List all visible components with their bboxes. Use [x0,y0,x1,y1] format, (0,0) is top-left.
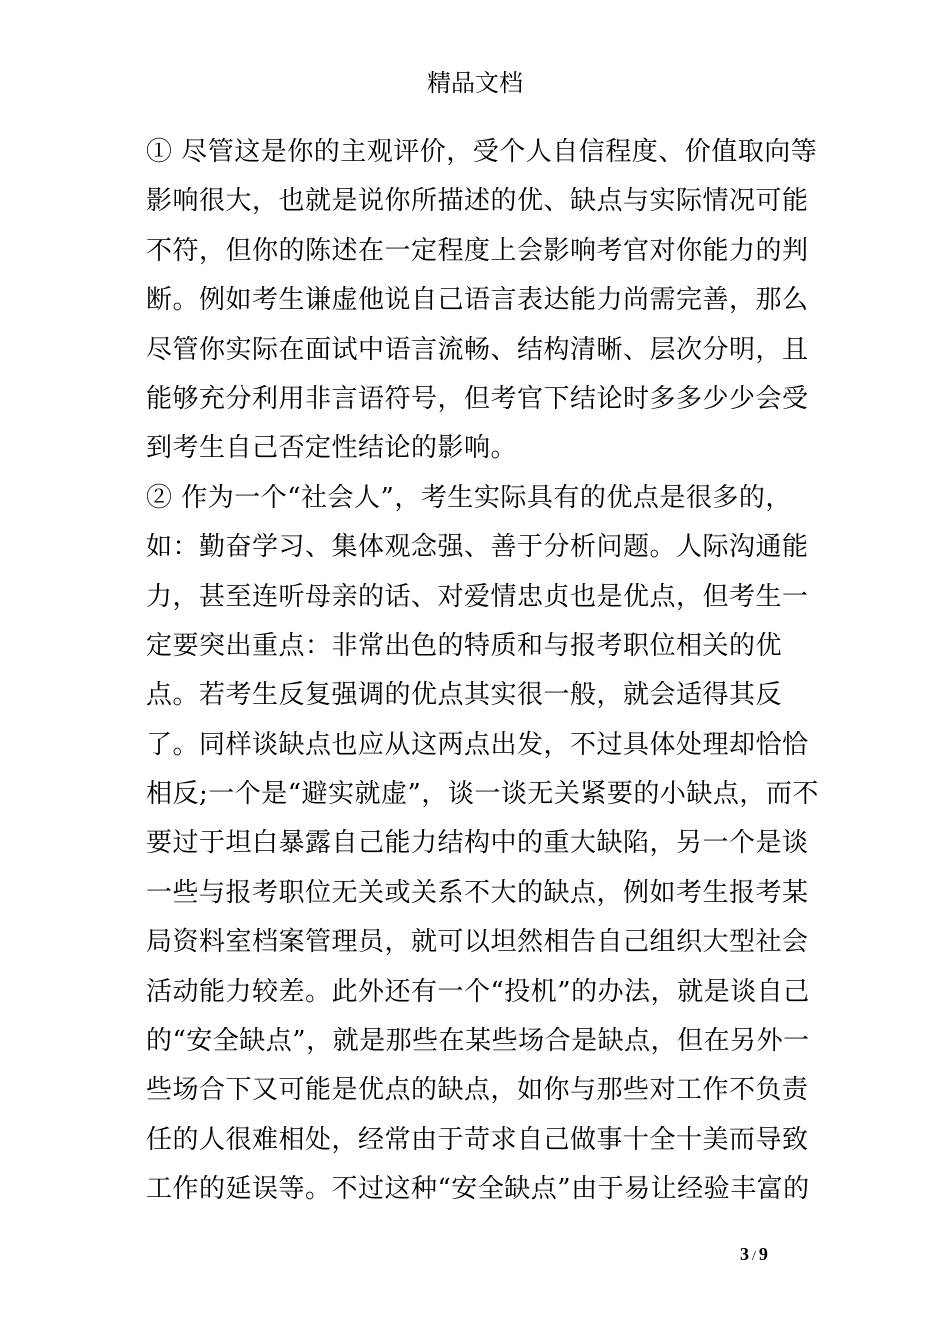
text-line: 任的人很难相处，经常由于苛求自己做事十全十美而导致 [146,1124,809,1155]
page-header-title: 精品文档 [427,69,523,97]
page-total: 9 [758,1244,768,1264]
text-line: ① 尽管这是你的主观评价，受个人自信程度、价值取向等 [146,137,818,167]
text-line: 力，甚至连听母亲的话、对爱情忠贞也是优点，但考生一 [146,581,809,612]
text-line: 尽管你实际在面试中语言流畅、结构清晰、层次分明，且 [146,334,809,365]
page-current: 3 [740,1244,749,1264]
text-line: 如：勤奋学习、集体观念强、善于分析问题。人际沟通能 [146,532,809,563]
text-line: 定要突出重点：非常出色的特质和与报考职位相关的优 [146,630,783,661]
text-line: 了。同样谈缺点也应从这两点出发，不过具体处理却恰恰 [146,729,809,760]
text-line: 的“安全缺点”，就是那些在某些场合是缺点，但在另外一 [146,1026,810,1057]
text-line: 局资料室档案管理员，就可以坦然相告自己组织大型社会 [146,927,809,958]
text-line: 相反;一个是“避实就虚”，谈一谈无关紧要的小缺点，而不 [146,779,819,810]
text-line: 活动能力较差。此外还有一个“投机”的办法，就是谈自己 [146,976,810,1007]
text-line: 断。例如考生谦虚他说自己语言表达能力尚需完善，那么 [146,285,809,316]
text-line: 不符，但你的陈述在一定程度上会影响考官对你能力的判 [146,235,809,266]
text-line: 些场合下又可能是优点的缺点，如你与那些对工作不负责 [146,1075,809,1106]
text-line: 到考生自己否定性结论的影响。 [146,433,518,464]
text-line: 工作的延误等。不过这种“安全缺点”由于易让经验丰富的 [146,1174,810,1205]
text-line: ② 作为一个“社会人”，考生实际具有的优点是很多的， [146,482,792,513]
text-line: 一些与报考职位无关或关系不大的缺点，例如考生报考某 [146,877,809,908]
text-line: 能够充分利用非言语符号，但考官下结论时多多少少会受 [146,383,809,414]
page-separator: / [752,1249,756,1264]
page-number [740,1242,768,1269]
document-body [146,128,819,1215]
text-line: 点。若考生反复强调的优点其实很一般，就会适得其反 [146,680,783,711]
text-line: 影响很大，也就是说你所描述的优、缺点与实际情况可能 [146,186,809,217]
text-line: 要过于坦白暴露自己能力结构中的重大缺陷，另一个是谈 [146,828,809,859]
